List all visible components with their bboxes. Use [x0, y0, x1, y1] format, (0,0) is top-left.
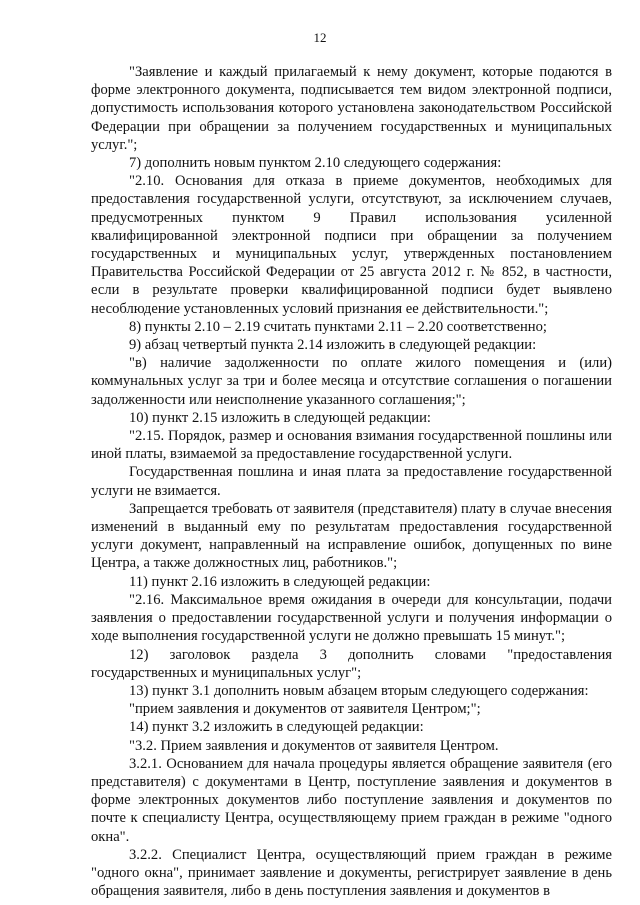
paragraph: 3.2.2. Специалист Центра, осуществляющий прием граждан в режиме "одного окна", принимает заявление и документы, регистрирует заявление в день обращения заявителя, либо в день поступления заявления и документов в: [91, 846, 612, 900]
paragraph: 13) пункт 3.1 дополнить новым абзацем вторым следующего содержания:: [129, 682, 589, 699]
paragraph: Запрещается требовать от заявителя (представителя) плату в случае внесения изменений в выданный ему по результатам предоставления государственной услуги документ, направленный на исправление ошибок, допущенных по вине Центра, а также должностных лиц, работников.";: [91, 500, 612, 572]
paragraph: "2.15. Порядок, размер и основания взимания государственной пошлины или иной платы, взимаемой за предоставление государственной услуги.: [91, 428, 612, 463]
paragraph: 8) пункты 2.10 – 2.19 считать пунктами 2.11 – 2.20 соответственно;: [129, 318, 547, 335]
paragraph: Государственная пошлина и иная плата за предоставление государственной услуги не взимается.: [91, 464, 612, 499]
paragraph: "3.2. Прием заявления и документов от заявителя Центром.: [129, 737, 499, 754]
page-number: 12: [313, 30, 327, 45]
paragraph: "прием заявления и документов от заявителя Центром;";: [129, 701, 481, 718]
document-body: [91, 63, 612, 900]
paragraph: "в) наличие задолженности по оплате жилого помещения и (или) коммунальных услуг за три и более месяца и отсутствие соглашения о погашении задолженности или неисполнение указанного соглашения;";: [91, 355, 612, 408]
paragraph: 14) пункт 3.2 изложить в следующей редакции:: [129, 719, 424, 736]
paragraph: 11) пункт 2.16 изложить в следующей редакции:: [129, 573, 431, 590]
paragraph: 9) абзац четвертый пункта 2.14 изложить в следующей редакции:: [129, 337, 537, 354]
paragraph: 12) заголовок раздела 3 дополнить словами "предоставления государственных и муниципальных услуг";: [91, 646, 612, 681]
paragraph: 3.2.1. Основанием для начала процедуры является обращение заявителя (его представителя) с документами в Центр, поступление заявления и документов в форме электронных документов либо поступление заявления и документов по почте к специалисту Центра, осуществляющему прием граждан в режиме "одного окна".: [91, 755, 612, 845]
paragraph: "2.16. Максимальное время ожидания в очереди для консультации, подачи заявления о предоставлении государственной услуги и получения информации о ходе выполнения государственной услуги не должно превышать 15 минут.";: [91, 591, 612, 645]
paragraph: "Заявление и каждый прилагаемый к нему документ, которые подаются в форме электронного документа, подписывается тем видом электронной подписи, допустимость использования которого установлена законодательством Российской Федерации при обращении за получением государственных и муниципальных услуг.";: [91, 64, 612, 153]
paragraph: 7) дополнить новым пунктом 2.10 следующего содержания:: [129, 155, 502, 172]
paragraph: 10) пункт 2.15 изложить в следующей редакции:: [129, 409, 431, 426]
paragraph: "2.10. Основания для отказа в приеме документов, необходимых для предоставления государственной услуги, отсутствуют, за исключением случаев, предусмотренных пунктом 9 Правил использования усиленной квалифицированной электронной подписи при обращении за получением государственных и муниципальных услуг, утвержденных постановлением Правительства Российской Федерации от 25 августа 2012 г. № 852, в частности, если в результате проверки квалифицированной подписи будет выявлено несоблюдение установленных условий признания ее действительности.";: [91, 173, 612, 317]
